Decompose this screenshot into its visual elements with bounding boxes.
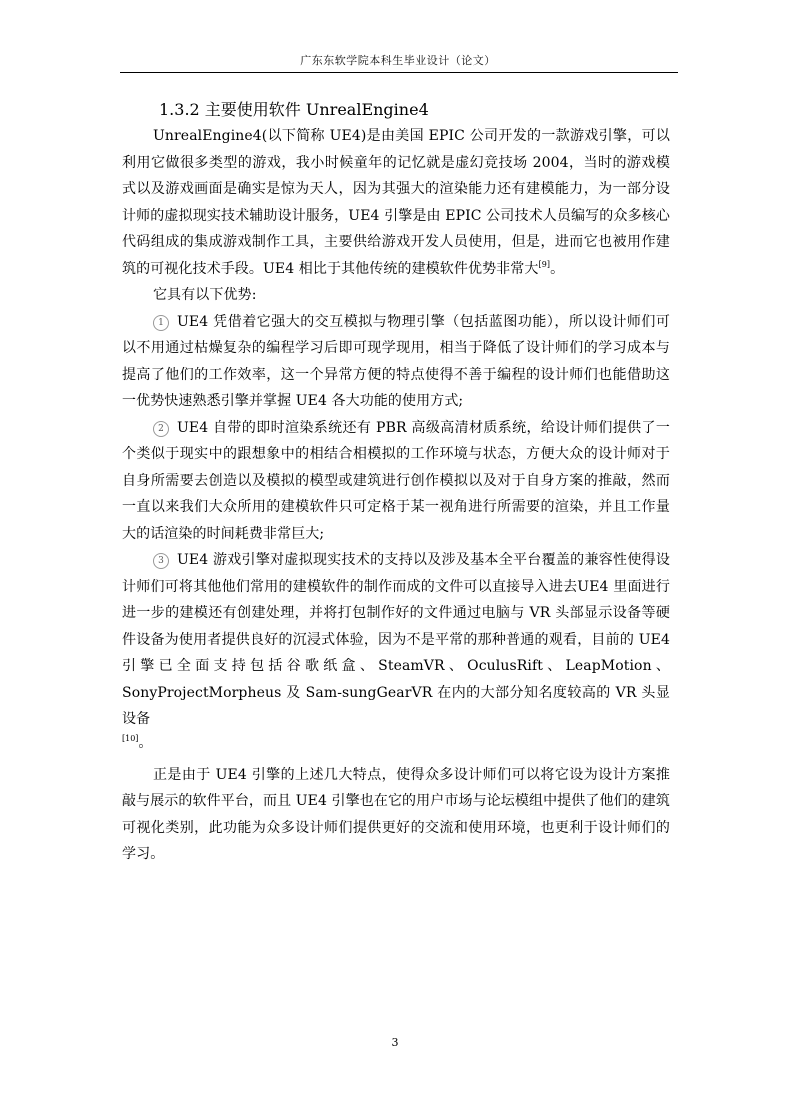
paragraph-intro-end: 。 <box>550 260 565 277</box>
list-item-1 <box>122 309 670 415</box>
section-heading: 1.3.2 主要使用软件 UnrealEngine4 <box>159 100 429 119</box>
paragraph-advantages-lead: 它具有以下优势: <box>153 287 257 303</box>
list-item-2-text: UE4 自带的即时渲染系统还有 PBR 高级高清材质系统，给设计师们提供了一个类似于现实中的跟想象中的相结合相模拟的工作环境与状态，方便大众的设计师对于自身所需要去创造以及模拟的模型或建筑进行创作模拟以及对于自身方案的推敲，然而一直以来我们大众所用的建模软件只可定格于某一视角进行所需要的渲染，并且工作量大的话渲染的时间耗费非常巨大; <box>122 419 670 542</box>
header-rule <box>120 72 678 73</box>
list-item-2 <box>122 415 670 548</box>
page-number: 3 <box>391 1036 399 1049</box>
circled-number-1-icon: 1 <box>153 315 169 331</box>
paragraph-conclusion: 正是由于 UE4 引擎的上述几大特点，使得众多设计师们可以将它设为设计方案推敲与展示的软件平台，而且 UE4 引擎也在它的用户市场与论坛模组中提供了他们的建筑可视化类别，此功能为众多设计师们提供更好的交流和使用环境，也更利于设计师们的学习。 <box>122 766 670 862</box>
citation-10[interactable]: [10] <box>122 733 139 743</box>
paragraph-intro <box>122 123 670 282</box>
page-body <box>122 97 670 868</box>
circled-number-2-icon: 2 <box>153 421 169 437</box>
citation-9[interactable]: [9] <box>538 259 551 269</box>
list-item-3 <box>122 547 670 733</box>
circled-number-3-icon: 3 <box>153 553 169 569</box>
citation-line <box>122 733 670 753</box>
running-header: 广东东软学院本科生毕业设计（论文） <box>300 54 496 67</box>
citation-line-end: 。 <box>138 734 153 751</box>
paragraph-intro-text: UnrealEngine4(以下简称 UE4)是由美国 EPIC 公司开发的一款游戏引擎，可以利用它做很多类型的游戏，我小时候童年的记忆就是虚幻竞技场 2004，当时的游戏模式以及游戏画面是确实是惊为天人，因为其强大的渲染能力还有建模能力，为一部分设计师的虚拟现实技术辅助设计服务，UE4 引擎是由 EPIC 公司技术人员编写的众多核心代码组成的集成游戏制作工具，主要供给游戏开发人员使用，但是，进而它也被用作建筑的可视化技术手段。UE4 相比于其他传统的建模软件优势非常大 <box>122 128 670 277</box>
list-item-1-text: UE4 凭借着它强大的交互模拟与物理引擎（包括蓝图功能），所以设计师们可以不用通过枯燥复杂的编程学习后即可现学现用，相当于降低了设计师们的学习成本与提高了他们的工作效率，这一个异常方便的特点使得不善于编程的设计师们也能借助这一优势快速熟悉引擎并掌握 UE4 各大功能的使用方式; <box>122 313 670 409</box>
list-item-3-text: UE4 游戏引擎对虚拟现实技术的支持以及涉及基本全平台覆盖的兼容性使得设计师们可将其他他们常用的建模软件的制作而成的文件可以直接导入进去UE4 里面进行进一步的建模还有创建处理，并将打包制作好的文件通过电脑与 VR 头部显示设备等硬件设备为使用者提供良好的沉浸式体验，因为不是平常的那种普通的观看，目前的 UE4 引擎已全面支持包括谷歌纸盒、SteamVR、OculusRift、LeapMotion、SonyProjectMorpheus 及 Sam-sungGearVR 在内的大部分知名度较高的 VR 头显设备 <box>122 552 670 727</box>
